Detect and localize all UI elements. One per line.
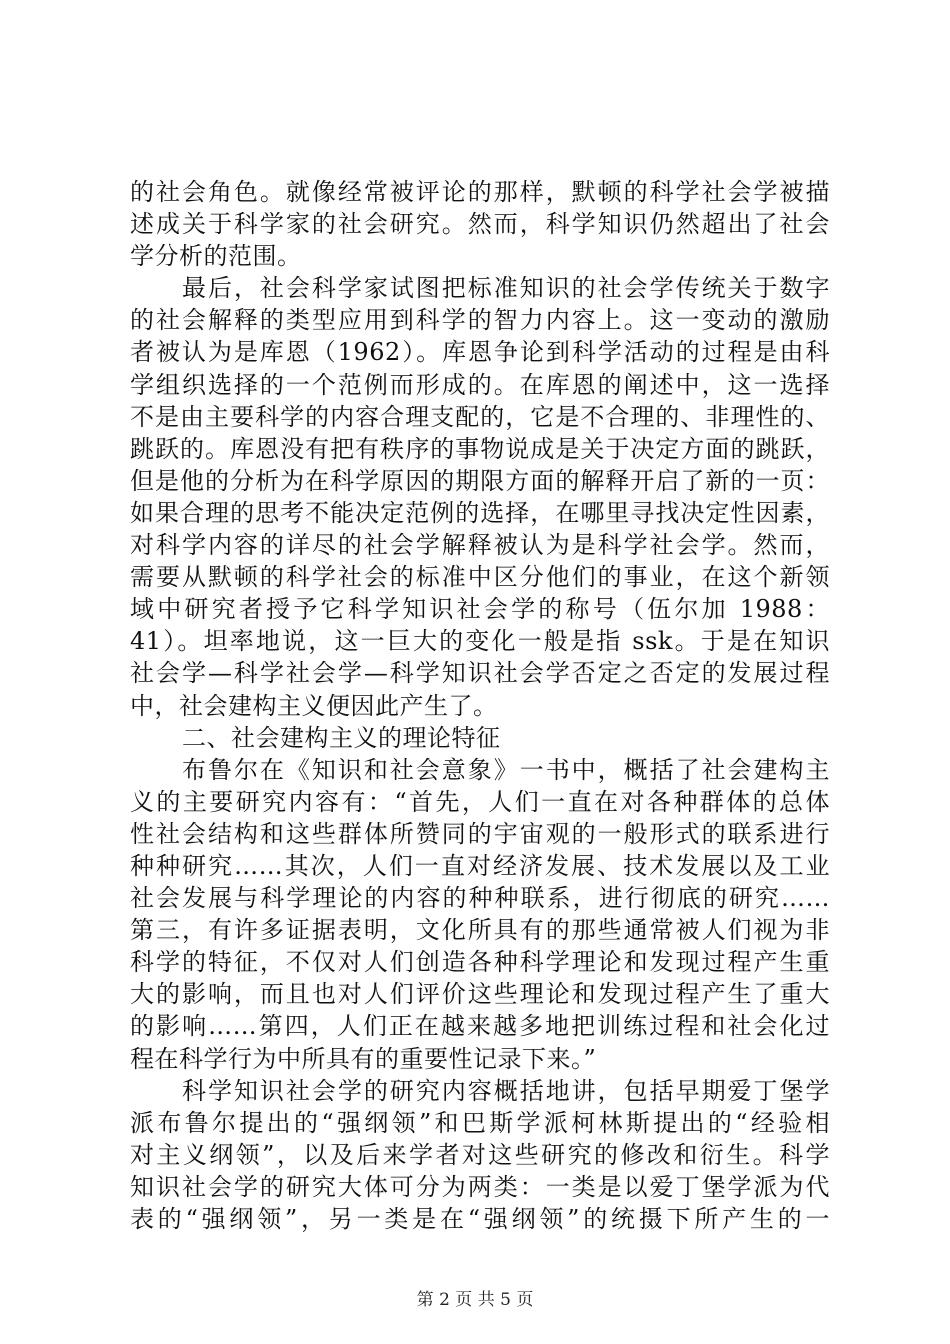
text-line: 但是他的分析为在科学原因的期限方面的解释开启了新的一页：: [130, 466, 830, 495]
text-line: 跳跃的。库恩没有把有秩序的事物说成是关于决定方面的跳跃，: [130, 434, 830, 463]
text-line: 表的“强纲领”，另一类是在“强纲领”的统摄下所产生的一: [130, 1205, 830, 1233]
text-line: 第三，有许多证据表明，文化所具有的那些通常被人们视为非: [130, 916, 830, 945]
text-line: 社会发展与科学理论的内容的种种联系，进行彻底的研究……: [130, 884, 830, 913]
text-line: 派布鲁尔提出的“强纲领”和巴斯学派柯林斯提出的“经验相: [130, 1108, 830, 1137]
text-line: 二、社会建构主义的理论特征: [182, 723, 501, 752]
text-line: 41）。坦率地说，这一巨大的变化一般是指 ssk。于是在知识: [130, 627, 830, 656]
text-line: 性社会结构和这些群体所赞同的宇宙观的一般形式的联系进行: [130, 819, 830, 848]
document-body: [130, 176, 830, 1235]
text-line: 对科学内容的详尽的社会学解释被认为是科学社会学。然而，: [130, 531, 830, 560]
text-line: 需要从默顿的科学社会的标准中区分他们的事业，在这个新领: [130, 563, 830, 592]
text-line: 科学的特征，不仅对人们创造各种科学理论和发现过程产生重: [130, 948, 830, 977]
text-line: 科学知识社会学的研究内容概括地讲，包括早期爱丁堡学: [182, 1076, 830, 1105]
text-line: 布鲁尔在《知识和社会意象》一书中，概括了社会建构主: [182, 755, 830, 784]
text-line: 学分析的范围。: [130, 242, 302, 271]
text-line: 的社会解释的类型应用到科学的智力内容上。这一变动的激励: [130, 306, 830, 335]
text-line: 不是由主要科学的内容合理支配的，它是不合理的、非理性的、: [130, 402, 830, 431]
text-line: 学组织选择的一个范例而形成的。在库恩的阐述中，这一选择: [130, 370, 830, 399]
text-line: 知识社会学的研究大体可分为两类：一类是以爱丁堡学派为代: [130, 1172, 830, 1201]
text-line: 种种研究……其次，人们一直对经济发展、技术发展以及工业: [130, 851, 830, 880]
text-line: 社会学—科学社会学—科学知识社会学否定之否定的发展过程: [130, 659, 830, 688]
text-line: 程在科学行为中所具有的重要性记录下来。”: [130, 1044, 597, 1073]
text-line: 域中研究者授予它科学知识社会学的称号（伍尔加 1988：: [130, 595, 830, 624]
text-line: 的影响……第四，人们正在越来越多地把训练过程和社会化过: [130, 1012, 830, 1041]
text-line: 的社会角色。就像经常被评论的那样，默顿的科学社会学被描: [130, 178, 830, 206]
page-number-label: 第 2 页 共 5 页: [416, 1290, 534, 1310]
text-line: 中，社会建构主义便因此产生了。: [130, 691, 498, 720]
text-line: 述成关于科学家的社会研究。然而，科学知识仍然超出了社会: [130, 210, 830, 239]
text-line: 如果合理的思考不能决定范例的选择，在哪里寻找决定性因素，: [130, 498, 830, 527]
page-footer: [0, 1290, 950, 1310]
text-line: 最后，社会科学家试图把标准知识的社会学传统关于数字: [182, 274, 830, 303]
text-line: 者被认为是库恩（1962）。库恩争论到科学活动的过程是由科: [130, 338, 830, 367]
text-line: 大的影响，而且也对人们评价这些理论和发现过程产生了重大: [130, 980, 830, 1009]
text-line: 义的主要研究内容有：“首先，人们一直在对各种群体的总体: [130, 787, 830, 816]
text-line: 对主义纲领”，以及后来学者对这些研究的修改和衍生。科学: [130, 1140, 830, 1169]
